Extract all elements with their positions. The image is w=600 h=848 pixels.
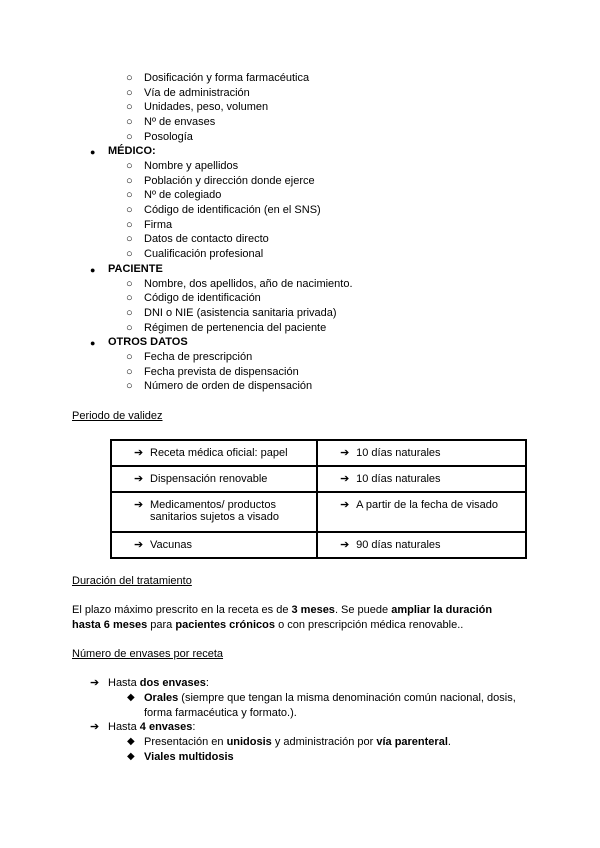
dot-bullet-icon: ●: [90, 338, 96, 348]
list-item: Código de identificación: [144, 292, 261, 304]
diamond-bullet-icon: ◆: [127, 736, 135, 747]
duracion-paragraph-line1: [72, 603, 492, 617]
cell-text: Receta médica oficial: papel: [150, 447, 288, 459]
section-heading: PACIENTE: [108, 263, 163, 275]
circle-bullet-icon: ○: [126, 101, 133, 113]
text: Hasta: [108, 677, 140, 689]
cell-text: 10 días naturales: [356, 447, 441, 459]
arrow-icon: ➔: [134, 447, 144, 459]
list-item: Nº de envases: [144, 116, 216, 128]
envases-sub-1: [144, 691, 516, 705]
table-row: [111, 466, 526, 492]
table-cell: [317, 466, 526, 492]
text: Presentación en: [144, 736, 227, 748]
list-item: Código de identificación (en el SNS): [144, 204, 321, 216]
table-cell: [111, 532, 317, 558]
table-row: [111, 532, 526, 558]
envases-sub-1-cont: forma farmacéutica y formato.).: [144, 707, 297, 719]
envases-sub-2: [144, 735, 451, 749]
table-cell: [111, 466, 317, 492]
envases-heading: Número de envases por receta: [72, 648, 224, 660]
text-bold: vía parenteral: [376, 736, 448, 748]
circle-bullet-icon: ○: [126, 131, 133, 143]
list-item: Nº de colegiado: [144, 189, 222, 201]
validity-table: [110, 439, 527, 559]
dot-bullet-icon: ●: [90, 147, 96, 157]
cell-text: Dispensación renovable: [150, 473, 268, 485]
cell-text: Medicamentos/ productos sanitarios sujetos a visado: [150, 499, 280, 523]
list-item: Fecha de prescripción: [144, 351, 253, 363]
section-heading: MÉDICO:: [108, 145, 156, 157]
table-row: [111, 492, 526, 532]
table-cell: [111, 440, 317, 466]
circle-bullet-icon: ○: [126, 248, 133, 260]
table-cell: [317, 440, 526, 466]
envases-item-2: [108, 720, 195, 734]
cell-text: 10 días naturales: [356, 473, 441, 485]
text: .: [447, 736, 451, 748]
circle-bullet-icon: ○: [126, 292, 133, 304]
circle-bullet-icon: ○: [126, 204, 133, 216]
circle-bullet-icon: ○: [126, 278, 133, 290]
cell-text: Vacunas: [150, 539, 192, 551]
text: :: [192, 721, 196, 733]
list-item: Dosificación y forma farmacéutica: [144, 72, 310, 84]
duracion-paragraph-line2: [72, 618, 463, 632]
text: y administración por: [271, 736, 377, 748]
list-item: DNI o NIE (asistencia sanitaria privada): [144, 307, 337, 319]
circle-bullet-icon: ○: [126, 322, 133, 334]
list-item: Población y dirección donde ejerce: [144, 175, 315, 187]
arrow-icon: ➔: [134, 539, 144, 551]
diamond-bullet-icon: ◆: [127, 692, 135, 703]
list-item: Nombre, dos apellidos, año de nacimiento.: [144, 278, 353, 290]
arrow-icon: ➔: [340, 473, 350, 485]
section-heading: OTROS DATOS: [108, 336, 188, 348]
arrow-icon: ➔: [134, 473, 144, 485]
cell-text: 90 días naturales: [356, 539, 441, 551]
circle-bullet-icon: ○: [126, 380, 133, 392]
text-bold: 4 envases: [139, 721, 193, 733]
text: o con prescripción médica renovable..: [275, 619, 464, 631]
list-item: Nombre y apellidos: [144, 160, 239, 172]
diamond-bullet-icon: ◆: [127, 751, 135, 762]
list-item: Vía de administración: [144, 87, 250, 99]
circle-bullet-icon: ○: [126, 160, 133, 172]
dot-bullet-icon: ●: [90, 265, 96, 275]
circle-bullet-icon: ○: [126, 233, 133, 245]
text-bold: unidosis: [226, 736, 272, 748]
text: :: [205, 677, 209, 689]
list-item: Posología: [144, 131, 193, 143]
circle-bullet-icon: ○: [126, 72, 133, 84]
table-cell: [317, 492, 526, 532]
text-bold: 3 meses: [291, 604, 335, 616]
arrow-icon: ➔: [340, 499, 350, 511]
circle-bullet-icon: ○: [126, 175, 133, 187]
list-item: Unidades, peso, volumen: [144, 101, 269, 113]
text-bold: dos envases: [139, 677, 206, 689]
circle-bullet-icon: ○: [126, 366, 133, 378]
circle-bullet-icon: ○: [126, 87, 133, 99]
list-item: Número de orden de dispensación: [144, 380, 313, 392]
text-bold: pacientes crónicos: [175, 619, 276, 631]
text: Hasta: [108, 721, 140, 733]
arrow-icon: ➔: [340, 539, 350, 551]
list-item: Régimen de pertenencia del paciente: [144, 322, 327, 334]
list-item: Datos de contacto directo: [144, 233, 269, 245]
circle-bullet-icon: ○: [126, 189, 133, 201]
table-row: [111, 440, 526, 466]
list-item: Firma: [144, 219, 173, 231]
duracion-heading: Duración del tratamiento: [72, 575, 192, 587]
circle-bullet-icon: ○: [126, 116, 133, 128]
arrow-icon: ➔: [90, 677, 100, 689]
text-bold: hasta 6 meses: [72, 619, 148, 631]
arrow-icon: ➔: [90, 721, 100, 733]
list-item: Fecha prevista de dispensación: [144, 366, 299, 378]
circle-bullet-icon: ○: [126, 351, 133, 363]
circle-bullet-icon: ○: [126, 307, 133, 319]
text-bold: Orales: [144, 692, 179, 704]
text: (siempre que tengan la misma denominación común nacional, dosis,: [178, 692, 516, 704]
arrow-icon: ➔: [340, 447, 350, 459]
table-cell: [111, 492, 317, 532]
arrow-icon: ➔: [134, 499, 144, 511]
envases-item-1: [108, 676, 209, 690]
text: . Se puede: [334, 604, 392, 616]
text: para: [147, 619, 176, 631]
text-bold: ampliar la duración: [391, 604, 493, 616]
validez-heading: Periodo de validez: [72, 410, 163, 422]
envases-sub-3: Viales multidosis: [144, 751, 234, 763]
table-cell: [317, 532, 526, 558]
text: El plazo máximo prescrito en la receta es de: [72, 604, 292, 616]
cell-text: A partir de la fecha de visado: [356, 499, 499, 511]
list-item: Cualificación profesional: [144, 248, 264, 260]
circle-bullet-icon: ○: [126, 219, 133, 231]
